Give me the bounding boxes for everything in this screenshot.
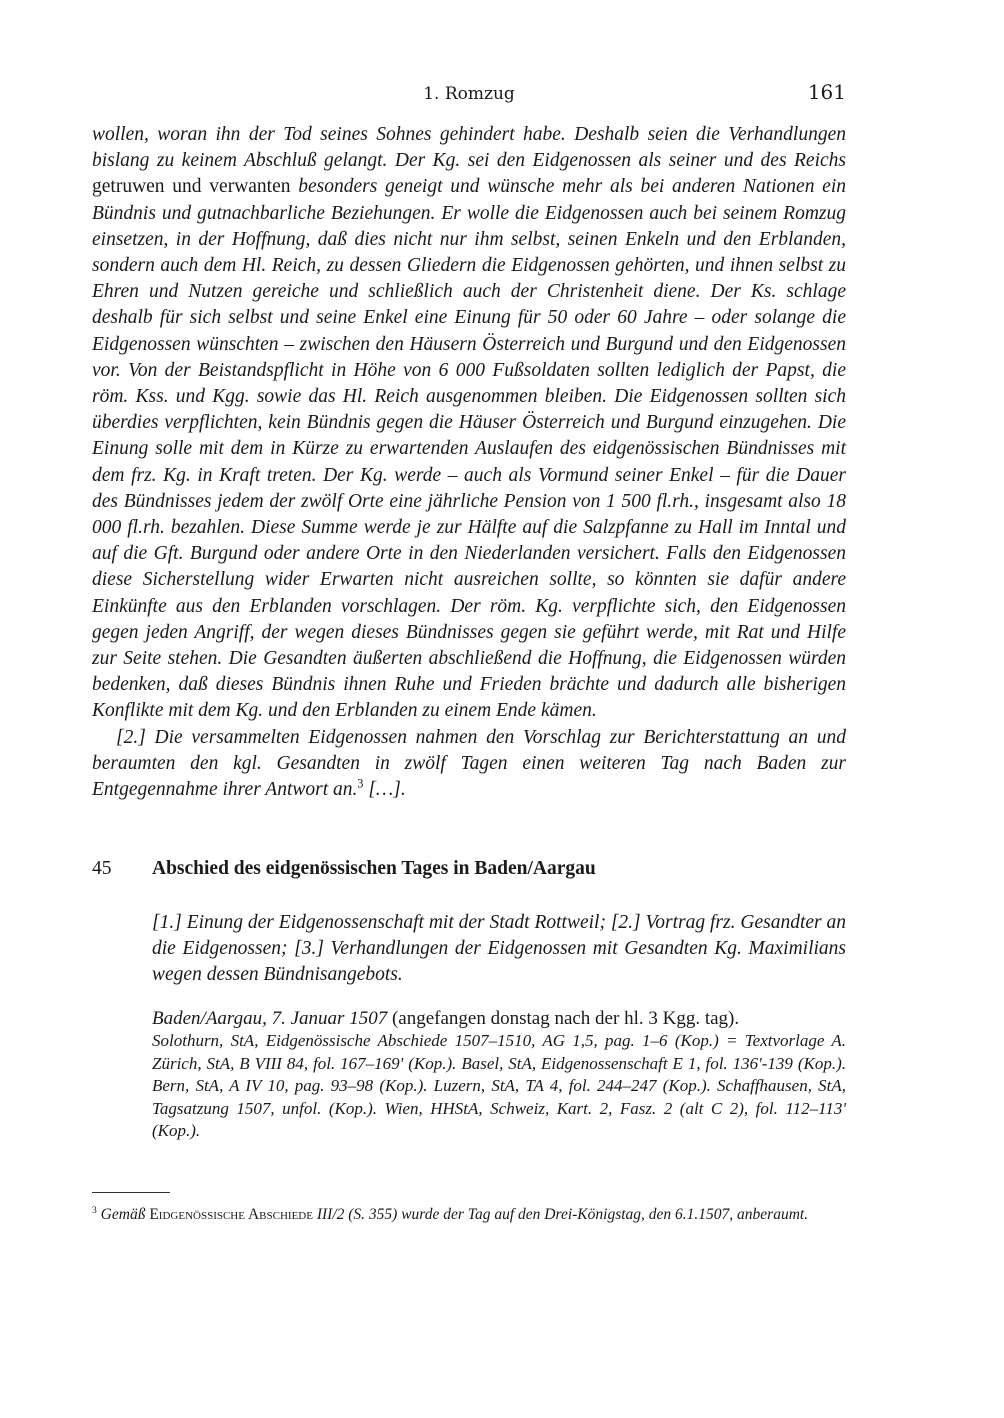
footnote-divider (92, 1192, 170, 1193)
source-list: Solothurn, StA, Eidgenössische Abschiede 1507–1510, AG 1,5, pag. 1–6 (Kop.) = Textvorlage A. Zürich, StA, B VIII 84, fol. 167–169' (Kop.). Basel, StA, Eidgenossenschaft E 1, fol. 136'-139 (Kop.). Bern, StA, A IV 10, pag. 93–98 (Kop.). Luzern, StA, TA 4, fol. 244–247 (Kop.). Schaffhausen, StA, Tagsatzung 1507, unfol. (Kop.). Wien, HHStA, Schweiz, Kart. 2, Fasz. 2 (alt C 2), fol. 112–113' (Kop.). (152, 1031, 846, 1141)
dateline-original: (angefangen donstag nach der hl. 3 Kgg. tag). (391, 1008, 740, 1029)
paragraph-2-end: […]. (363, 779, 406, 801)
footnote (92, 1204, 846, 1225)
paragraph-2 (92, 725, 846, 804)
main-text (92, 122, 846, 803)
running-head: 1. Romzug (423, 84, 515, 104)
paragraph-1-quote: getruwen und verwanten (92, 176, 291, 198)
dateline (152, 1008, 846, 1030)
paragraph-2-text: [2.] Die versammelten Eidgenossen nahmen den Vorschlag zur Berichterstattung an und beraumten den kgl. Gesandten in zwölf Tagen einen weiteren Tag nach Baden zur Entgegennahme ihrer Antwort an. (92, 726, 846, 801)
footnote-marker: 3 (92, 1204, 97, 1216)
paragraph-1 (92, 122, 846, 725)
paragraph-1-part-1: wollen, woran ihn der Tod seines Sohnes gehindert habe. Deshalb seien die Verhandlungen bislang zu keinem Abschluß gelangt. Der Kg. sei den Eidgenossen als seiner und des Reichs (92, 124, 846, 172)
footnote-post: III/2 (S. 355) wurde der Tag auf den Drei-Königstag, den 6.1.1507, anberaumt. (316, 1206, 809, 1223)
page-number: 161 (807, 80, 846, 104)
dateline-place-date: Baden/Aargau, 7. Januar 1507 (152, 1008, 388, 1029)
page-header (92, 80, 846, 110)
document-summary: [1.] Einung der Eidgenossenschaft mit der Stadt Rottweil; [2.] Vortrag frz. Gesandter an die Eidgenossen; [3.] Verhandlungen der Eidgenossen mit Gesandten Kg. Maximilians wegen dessen Bündnisangebots. (152, 912, 846, 986)
footnote-reference[interactable]: 3 (357, 776, 364, 791)
paragraph-1-part-2: besonders geneigt und wünsche mehr als bei anderen Nationen ein Bündnis und gutnachbarliche Beziehungen. Er wolle die Eidgenossen auch bei seinem Romzug einsetzen, in der Hoffnung, daß dies nicht nur ihm selbst, seinen Enkeln und den Erblanden, sondern auch dem Hl. Reich, zu dessen Gliedern die Eidgenossen gehörten, und ihnen selbst zu Ehren und Nutzen gereiche und schließlich auch der Christenheit diene. Der Ks. schlage deshalb für sich selbst und seine Enkel eine Einung für 50 oder 60 Jahre – oder solange die Eidgenossen wünschten – zwischen den Häusern Österreich und Burgund und den Eidgenossen vor. Von der Beistandspflicht in Höhe von 6 000 Fußsoldaten sollten lediglich der Papst, die röm. Kss. und Kgg. sowie das Hl. Reich ausgenommen bleiben. Die Eidgenossen sollten sich überdies verpflichten, kein Bündnis gegen die Häuser Österreich und Burgund einzugehen. Die Einung solle mit dem in Kürze zu erwartenden Auslaufen des eidgenössischen Bündnisses mit dem frz. Kg. in Kraft treten. Der Kg. werde – auch als Vormund seiner Enkel – für die Dauer des Bündnisses jedem der zwölf Orte eine jährliche Pension von 1 500 fl.rh., insgesamt also 18 000 fl.rh. bezahlen. Diese Summe werde je zur Hälfte auf die Salzpfanne zu Hall im Inntal und auf die Gft. Burgund oder andere Orte in den Niederlanden versichert. Falls den Eidgenossen diese Sicherstellung wider Erwarten nicht ausreichen sollte, so könnten sie dafür andere Einkünfte aus den Erblanden vorschlagen. Der röm. Kg. verpflichte sich, den Eidgenossen gegen jeden Angriff, der wegen dieses Bündnisses gegen sie geführt werde, mit Rat und Hilfe zur Seite stehen. Die Gesandten äußerten abschließend die Hoffnung, die Eidgenossen würden bedenken, daß dieses Bündnis ihnen Ruhe und Frieden brächte und dadurch alle bisherigen Konflikte mit dem Kg. und den Erblanden zu einem Ende kämen. (92, 176, 847, 722)
document-sources (152, 1008, 846, 1142)
footnote-pre: Gemäß (100, 1206, 146, 1223)
document-title: Abschied des eidgenössischen Tages in Baden/Aargau (152, 858, 596, 879)
footnote-citation: Eidgenössische Abschiede (149, 1206, 313, 1223)
document-number: 45 (92, 858, 112, 879)
